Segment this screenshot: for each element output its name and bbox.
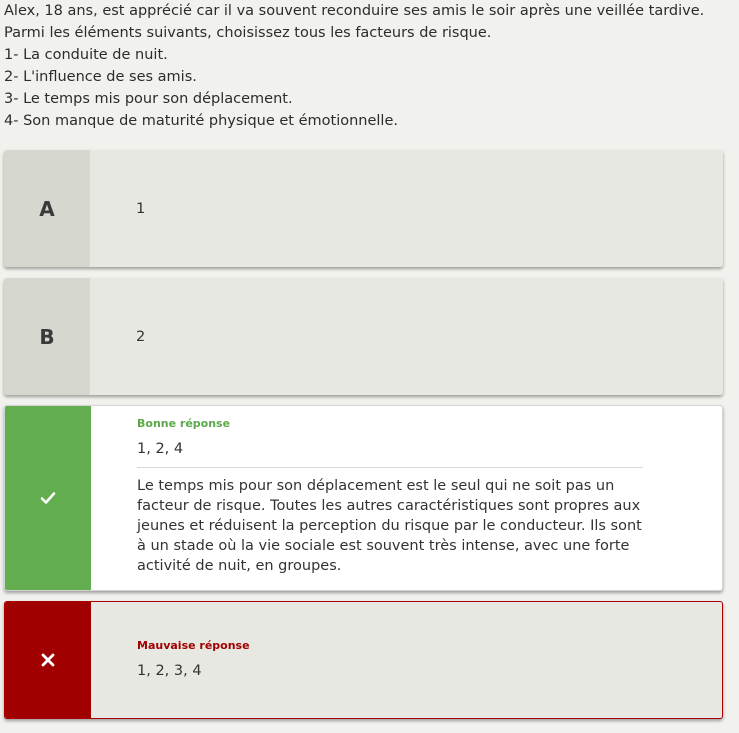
wrong-answer: 1, 2, 3, 4 — [137, 663, 202, 679]
question-item: 1- La conduite de nuit. — [4, 47, 168, 63]
choice-b-text: 2 — [136, 329, 146, 345]
choice-a-letter: A — [4, 150, 90, 267]
wrong-tab — [5, 602, 91, 718]
divider — [137, 467, 643, 468]
choice-a-text: 1 — [136, 201, 146, 217]
wrong-label: Mauvaise réponse — [137, 639, 250, 652]
correct-answer-card[interactable] — [4, 405, 723, 591]
explanation-text: Le temps mis pour son déplacement est le seul qui ne soit pas un facteur de risque. Toutes les autres caractéristiques sont propres aux jeunes et réduisent la perception du risque par le conducteur. Ils sont à un stade où la vie sociale est souvent très intense, avec une forte activité de nuit, en groupes. — [137, 478, 642, 574]
correct-label: Bonne réponse — [137, 417, 231, 430]
question-item: 2- L'influence de ses amis. — [4, 69, 197, 85]
question-item: 3- Le temps mis pour son déplacement. — [4, 91, 293, 107]
question-item: 4- Son manque de maturité physique et émotionnelle. — [4, 113, 398, 129]
close-icon — [41, 653, 55, 667]
wrong-content — [91, 602, 722, 718]
choice-b-letter: B — [4, 278, 90, 395]
correct-tab — [5, 406, 91, 590]
choice-b-content — [90, 278, 723, 395]
choice-a-content — [90, 150, 723, 267]
check-icon — [40, 490, 56, 506]
correct-answer: 1, 2, 4 — [137, 441, 184, 457]
choice-b[interactable] — [4, 278, 723, 395]
question-intro: Alex, 18 ans, est apprécié car il va souvent reconduire ses amis le soir après une veillée tardive. Parmi les éléments suivants, choisissez tous les facteurs de risque. — [4, 3, 705, 41]
correct-content — [91, 406, 722, 590]
question-text — [4, 0, 734, 132]
wrong-answer-card[interactable] — [4, 601, 723, 719]
choice-a[interactable] — [4, 150, 723, 267]
